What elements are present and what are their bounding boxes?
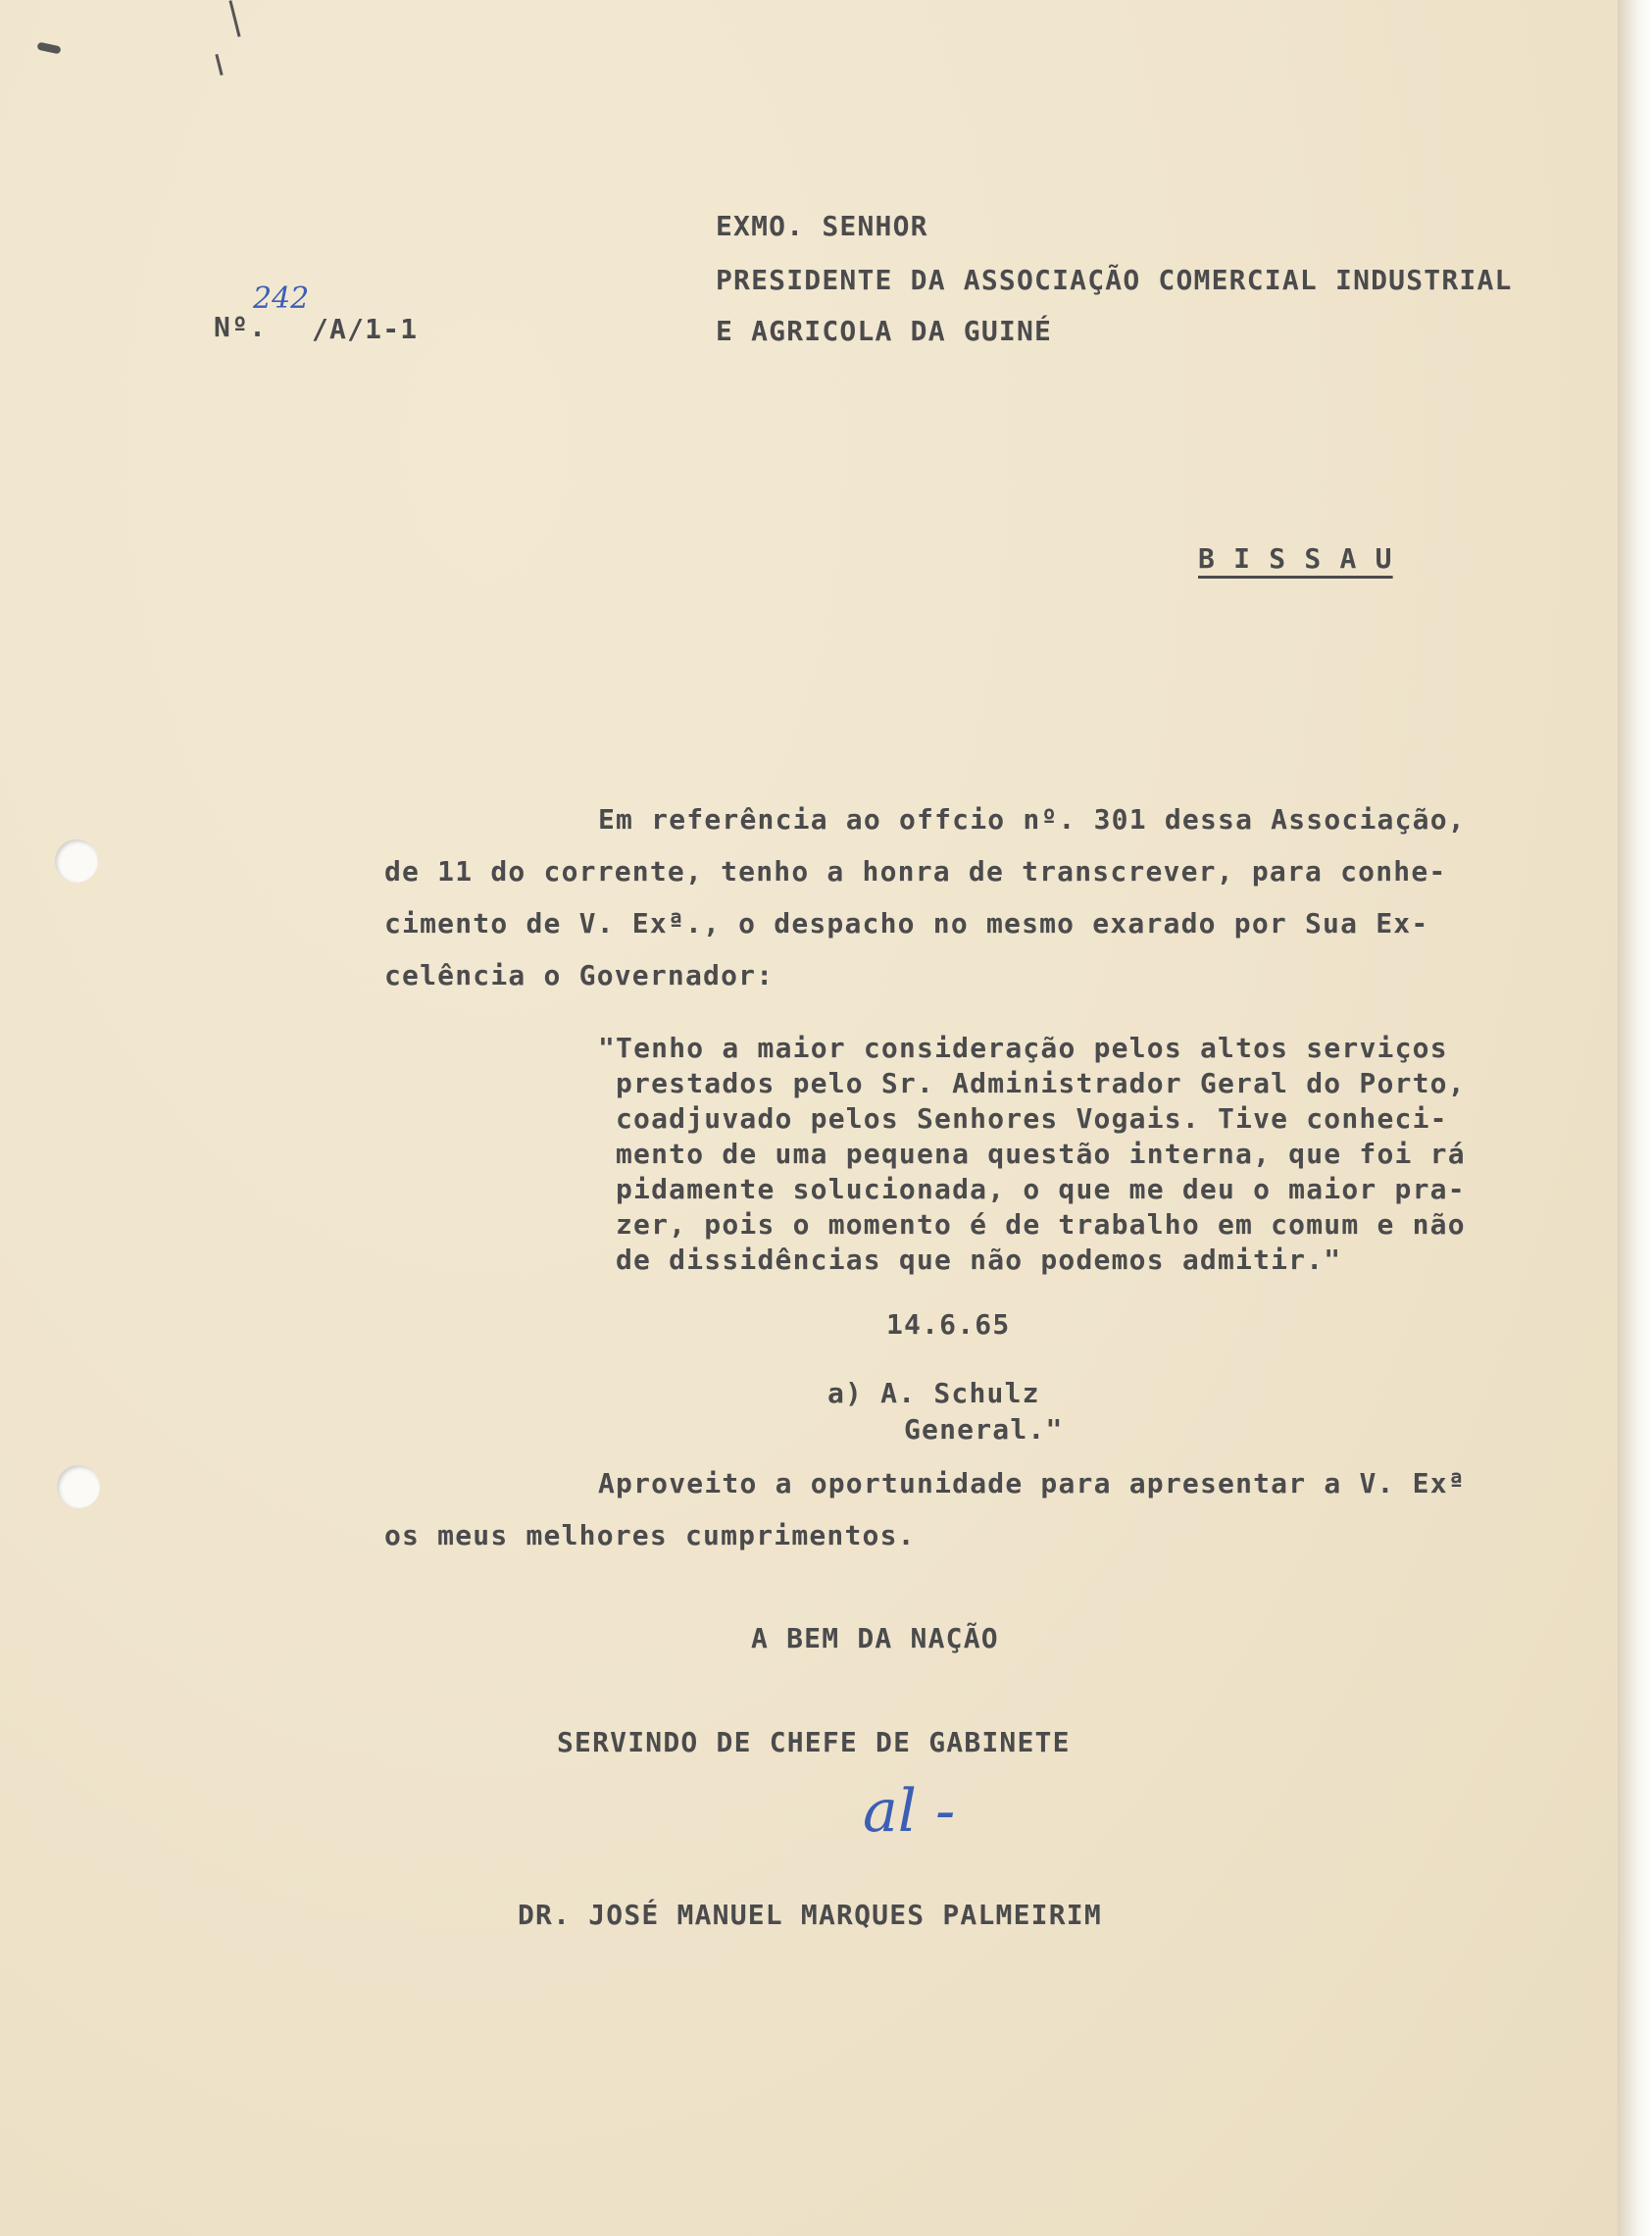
- quote-line-3: coadjuvado pelos Senhores Vogais. Tive conheci-: [616, 1102, 1448, 1135]
- paragraph-1-line-4: celência o Governador:: [384, 959, 775, 991]
- quote-date: 14.6.65: [886, 1308, 1011, 1341]
- quote-line-7: de dissidências que não podemos admitir.": [616, 1244, 1342, 1276]
- addressee-line-2: PRESIDENTE DA ASSOCIAÇÃO COMERCIAL INDUSTRIAL: [716, 264, 1513, 296]
- salutation: A BEM DA NAÇÃO: [751, 1622, 999, 1654]
- quote-line-1: "Tenho a maior consideração pelos altos serviços: [598, 1032, 1448, 1064]
- quote-signed: a) A. Schulz: [827, 1377, 1040, 1409]
- quote-line-2: prestados pelo Sr. Administrador Geral do Porto,: [616, 1067, 1466, 1099]
- paragraph-1-line-3: cimento de V. Exª., o despacho no mesmo exarado por Sua Ex-: [384, 907, 1429, 940]
- signatory-role: SERVINDO DE CHEFE DE GABINETE: [557, 1726, 1071, 1758]
- quote-line-5: pidamente solucionada, o que me deu o maior pra-: [616, 1173, 1466, 1205]
- closing-line-2: os meus melhores cumprimentos.: [384, 1519, 916, 1551]
- quote-line-4: mento de uma pequena questão interna, que foi rá: [616, 1138, 1466, 1170]
- reference-suffix: /A/1-1: [312, 313, 419, 345]
- quote-line-6: zer, pois o momento é de trabalho em comum e não: [616, 1208, 1466, 1241]
- punch-hole-bottom: [57, 1465, 100, 1508]
- signatory-name: DR. JOSÉ MANUEL MARQUES PALMEIRIM: [518, 1899, 1102, 1931]
- handwritten-signature: al -: [863, 1777, 956, 1846]
- closing-line-1: Aproveito a oportunidade para apresentar a V. Exª: [598, 1467, 1466, 1499]
- quote-rank: General.": [904, 1413, 1064, 1446]
- place-heading: B I S S A U: [1198, 542, 1393, 575]
- paragraph-1-line-2: de 11 do corrente, tenho a honra de transcrever, para conhe-: [384, 855, 1447, 888]
- addressee-line-3: E AGRICOLA DA GUINÉ: [716, 315, 1053, 347]
- page-edge: [1618, 0, 1652, 2236]
- addressee-line-1: EXMO. SENHOR: [716, 210, 928, 242]
- paragraph-1-line-1: Em referência ao offcio nº. 301 dessa Associação,: [598, 803, 1466, 836]
- reference-handwritten-number: 242: [253, 281, 310, 316]
- reference-prefix: Nº.: [214, 311, 268, 343]
- punch-hole-top: [55, 839, 98, 883]
